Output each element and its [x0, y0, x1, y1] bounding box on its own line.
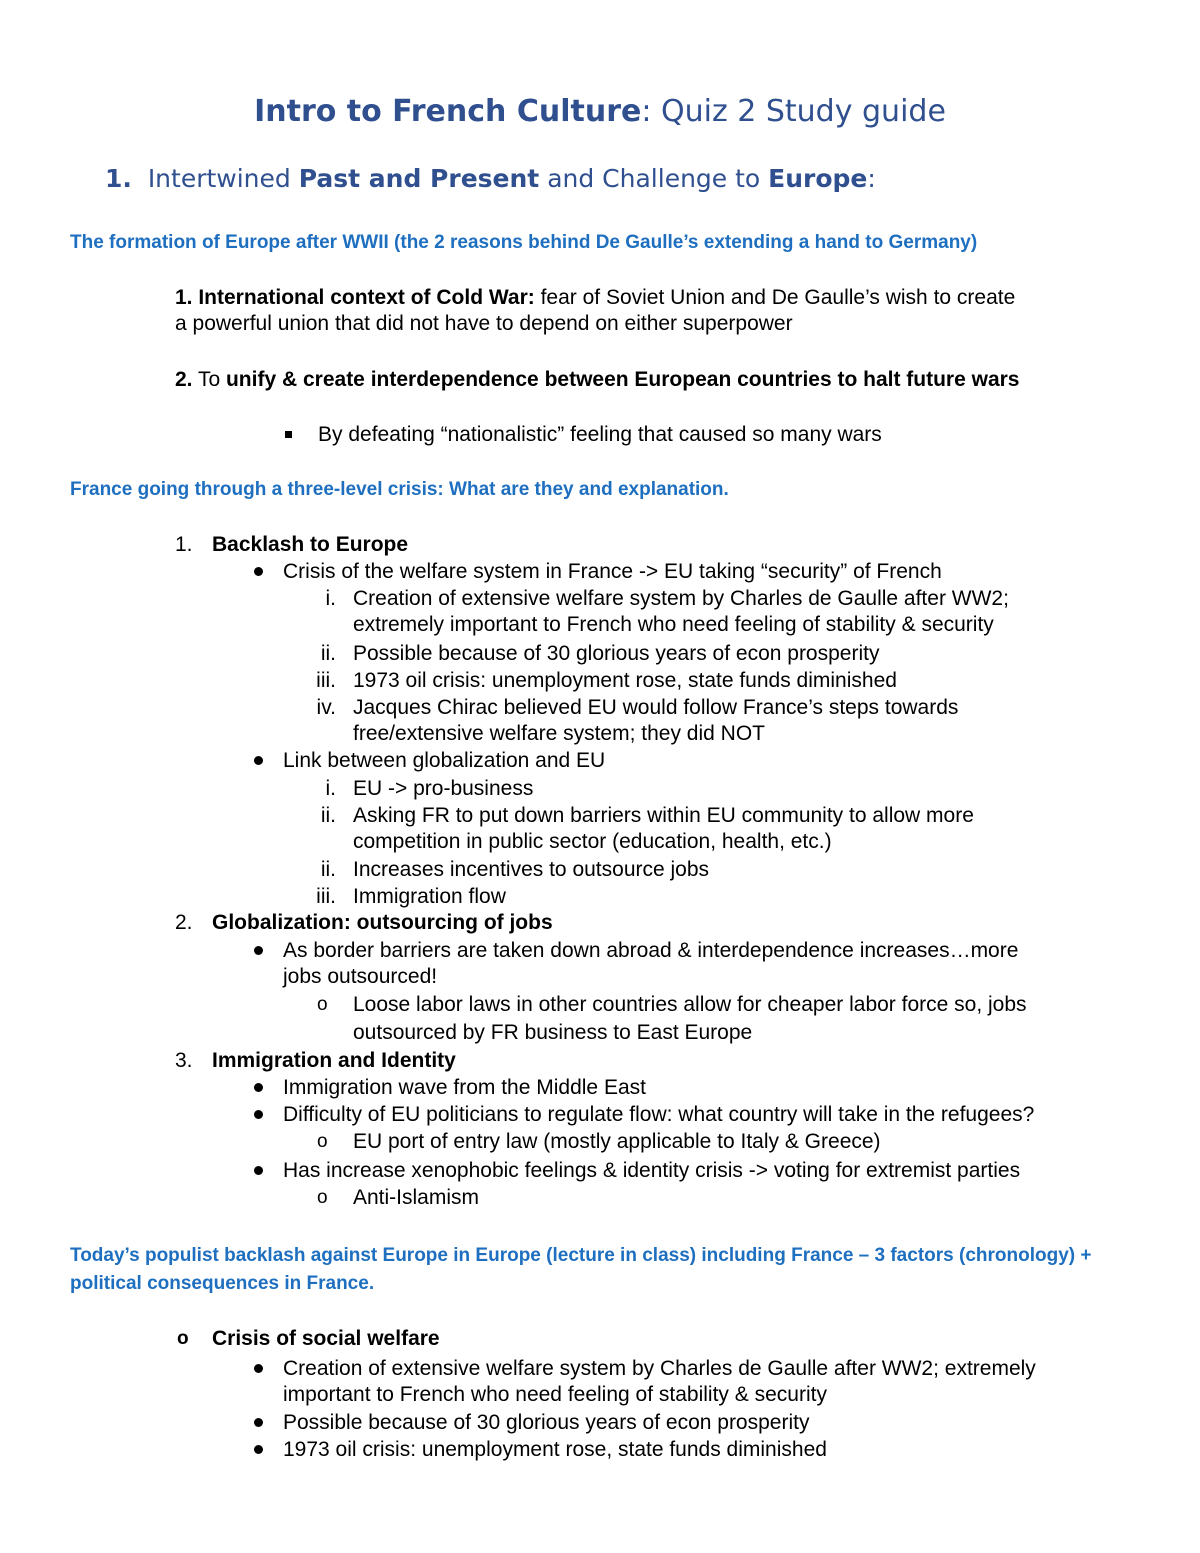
reason-2-bold: unify & create interdependence between European countries to halt future wars [225, 368, 1020, 391]
crisis-item-3-label: Immigration and Identity [212, 1049, 456, 1072]
formation-heading: The formation of Europe after WWII (the 2 reasons behind De Gaulle’s extending a hand to Germany) [70, 232, 978, 253]
list-item: Difficulty of EU politicians to regulate flow: what country will take in the refugees? [283, 1103, 1035, 1126]
section-text-1: Intertwined [147, 164, 299, 193]
section-bold-1: Past and Present [298, 164, 540, 193]
reason-2-subpoint: By defeating “nationalistic” feeling that caused so many wars [318, 423, 882, 446]
reason-1-bold: 1. International context of Cold War: [175, 286, 535, 309]
formation-reason-1-cont: a powerful union that did not have to depend on either superpower [175, 312, 793, 335]
list-item: Link between globalization and EU [283, 749, 606, 772]
list-item: Immigration wave from the Middle East [283, 1076, 646, 1099]
square-bullet-icon [285, 431, 292, 438]
reason-1-text: fear of Soviet Union and De Gaulle’s wish to create [534, 286, 1016, 309]
list-item: Increases incentives to outsource jobs [353, 858, 710, 881]
crisis-item-3 [212, 1048, 456, 1074]
list-item-cont: jobs outsourced! [283, 965, 438, 988]
bullet-icon [254, 567, 263, 576]
section-bold-2: Europe [768, 164, 868, 193]
formation-reason-1 [175, 285, 1015, 311]
bullet-icon [254, 1166, 263, 1175]
title-bold: Intro to French Culture [254, 94, 642, 129]
list-item: Creation of extensive welfare system by Charles de Gaulle after WW2; extremely [283, 1357, 1036, 1380]
circle-bullet: o [317, 1187, 328, 1208]
list-item: Creation of extensive welfare system by Charles de Gaulle after WW2; [353, 587, 1009, 610]
list-item: EU -> pro-business [353, 777, 534, 800]
roman-numeral: i. [325, 587, 336, 610]
populist-heading-line-2: political consequences in France. [70, 1273, 375, 1294]
list-item: EU port of entry law (mostly applicable to Italy & Greece) [353, 1130, 881, 1153]
crisis-item-2 [212, 910, 553, 936]
list-item: 1973 oil crisis: unemployment rose, state funds diminished [353, 669, 897, 692]
list-item: Immigration flow [353, 885, 506, 908]
populist-heading-line-1: Today’s populist backlash against Europe in Europe (lecture in class) including France – 3 factors (chronology) + [70, 1245, 1092, 1266]
crisis-item-2-label: Globalization: outsourcing of jobs [212, 911, 553, 934]
crisis-item-1 [212, 532, 408, 558]
bullet-icon [254, 1364, 263, 1373]
list-item: Possible because of 30 glorious years of econ prosperity [283, 1411, 810, 1434]
page-title [0, 94, 1200, 130]
bullet-icon [254, 946, 263, 955]
reason-2-to: To [192, 368, 226, 391]
list-item-cont: important to French who need feeling of stability & security [283, 1383, 827, 1406]
list-item: As border barriers are taken down abroad & interdependence increases…more [283, 939, 1019, 962]
crisis-heading: France going through a three-level crisis: What are they and explanation. [70, 479, 729, 500]
roman-numeral: i. [325, 777, 336, 800]
section-text-3: : [867, 164, 876, 193]
title-rest: : Quiz 2 Study guide [641, 94, 946, 129]
list-number: 1. [175, 533, 193, 556]
list-number: 2. [175, 911, 193, 934]
roman-numeral: ii. [320, 858, 336, 881]
roman-numeral: ii. [320, 642, 336, 665]
bullet-icon [254, 1110, 263, 1119]
list-item-cont: outsourced by FR business to East Europe [353, 1021, 753, 1044]
circle-bullet: o [317, 994, 328, 1015]
roman-numeral: iii. [316, 885, 336, 908]
list-item: Possible because of 30 glorious years of econ prosperity [353, 642, 880, 665]
list-item: Has increase xenophobic feelings & identity crisis -> voting for extremist parties [283, 1159, 1021, 1182]
bullet-icon [254, 1083, 263, 1092]
roman-numeral: ii. [320, 804, 336, 827]
list-item: Anti-Islamism [353, 1186, 480, 1209]
bullet-icon [254, 1445, 263, 1454]
list-item-cont: competition in public sector (education, health, etc.) [353, 830, 832, 853]
roman-numeral: iv. [316, 696, 336, 719]
list-item: Asking FR to put down barriers within EU community to allow more [353, 804, 974, 827]
populist-item-label: Crisis of social welfare [212, 1327, 440, 1350]
section-heading [105, 164, 876, 194]
formation-reason-2 [175, 367, 1019, 393]
crisis-item-1-label: Backlash to Europe [212, 533, 409, 556]
list-item-cont: free/extensive welfare system; they did NOT [353, 722, 765, 745]
list-item: Jacques Chirac believed EU would follow France’s steps towards [353, 696, 959, 719]
list-item: 1973 oil crisis: unemployment rose, state funds diminished [283, 1438, 827, 1461]
list-item-cont: extremely important to French who need feeling of stability & security [353, 613, 994, 636]
roman-numeral: iii. [316, 669, 336, 692]
bullet-icon [254, 1418, 263, 1427]
bullet-icon [254, 756, 263, 765]
section-number: 1. [105, 164, 132, 193]
list-item: Loose labor laws in other countries allow for cheaper labor force so, jobs [353, 993, 1027, 1016]
circle-bullet: o [177, 1328, 189, 1349]
populist-item [212, 1326, 440, 1352]
list-item: Crisis of the welfare system in France -> EU taking “security” of French [283, 560, 942, 583]
list-number: 3. [175, 1049, 193, 1072]
circle-bullet: o [317, 1131, 328, 1152]
reason-2-number: 2. [175, 368, 193, 391]
section-text-2: and Challenge to [539, 164, 769, 193]
